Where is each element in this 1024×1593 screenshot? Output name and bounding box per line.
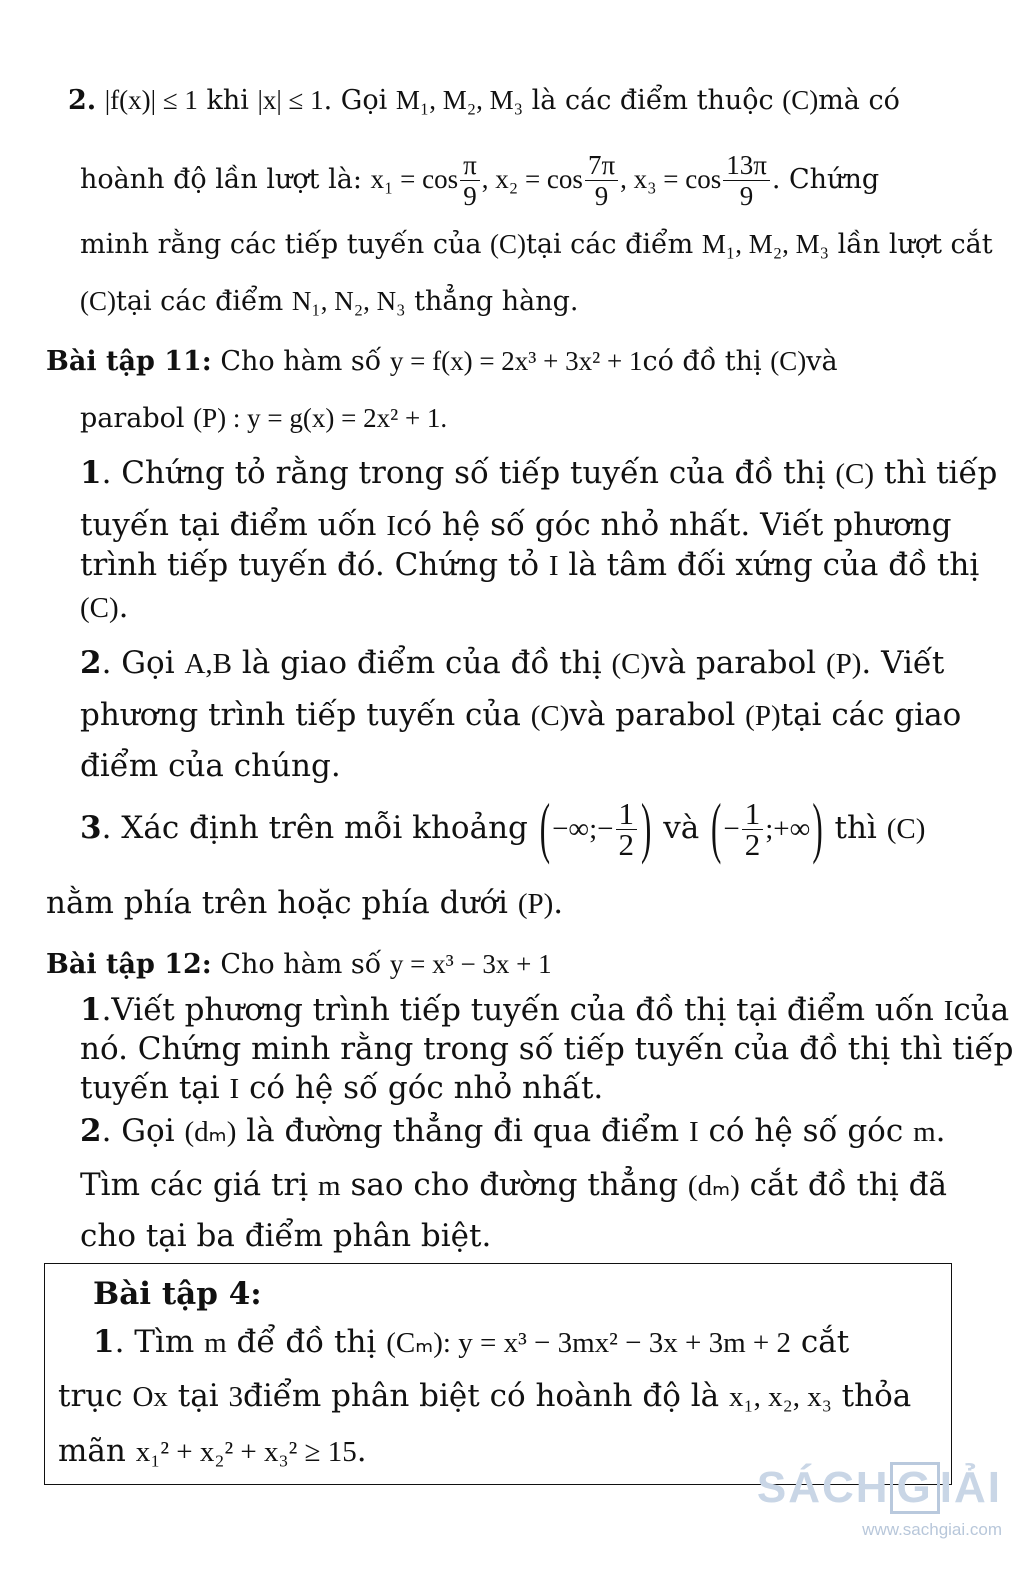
text-run: thẳng hàng. xyxy=(405,286,579,317)
math-expression: (C) xyxy=(490,229,527,259)
math-expression: (C) xyxy=(886,813,926,845)
text-run: cắt đồ thị đã xyxy=(739,1167,948,1203)
text-line xyxy=(80,1164,947,1207)
math-expression: (P) xyxy=(517,888,554,920)
math-expression: m xyxy=(318,1170,341,1202)
text-line xyxy=(68,82,900,119)
text-run: . Chứng xyxy=(771,164,880,195)
math-expression: (P) : y = g(x) = 2x² + 1. xyxy=(193,403,448,433)
fraction xyxy=(460,150,480,211)
math-expression: y = x³ − 3x + 1 xyxy=(389,949,552,979)
text-run: và xyxy=(806,346,838,377)
text-line xyxy=(80,1028,1013,1070)
item-number: 1 xyxy=(80,992,102,1028)
text-line xyxy=(80,452,997,495)
text-run: . xyxy=(935,1113,946,1149)
text-run: của xyxy=(953,992,1010,1028)
math-expression: (dₘ) xyxy=(687,1170,740,1202)
fraction xyxy=(616,796,638,862)
text-run: minh rằng các tiếp tuyến của xyxy=(80,229,491,260)
math-expression: m xyxy=(913,1116,936,1148)
fraction xyxy=(585,150,618,211)
math-expression: M₁, M₂, M₃ xyxy=(395,85,524,115)
math-expression: (C) xyxy=(835,458,875,490)
item-number: 2 xyxy=(80,1113,102,1149)
math-expression: x₁ = cos xyxy=(370,164,459,194)
text-line xyxy=(93,1321,849,1364)
text-run: .Viết phương trình tiếp tuyến của đồ thị tại điểm uốn xyxy=(101,992,944,1028)
numerator: 7π xyxy=(585,150,618,181)
text-line xyxy=(80,1110,945,1153)
text-run: sao cho đường thẳng xyxy=(340,1167,688,1203)
text-line xyxy=(80,504,951,547)
denominator: 9 xyxy=(739,181,754,211)
math-expression: (C) xyxy=(80,286,116,316)
text-run: tại các giao xyxy=(780,697,962,733)
watermark-logo xyxy=(757,1462,1002,1514)
text-run: là tâm đối xứng của đồ thị xyxy=(558,547,980,583)
text-run: . xyxy=(118,589,129,625)
math-expression: |x| ≤ 1 xyxy=(257,85,324,115)
text-line xyxy=(80,745,341,787)
math-expression: A,B xyxy=(184,648,233,680)
math-expression: (dₘ) xyxy=(184,1116,237,1148)
math-expression: , x₂ = cos xyxy=(481,164,583,194)
exercise-heading-line xyxy=(46,343,838,380)
watermark-logo-part: SÁCH xyxy=(756,1463,890,1512)
item-number: 2 xyxy=(80,645,102,681)
item-number: 1 xyxy=(80,455,102,491)
math-expression: (C) xyxy=(611,648,651,680)
math-expression: (C) xyxy=(782,85,819,115)
text-run: tại xyxy=(167,1378,229,1414)
text-run: điểm phân biệt có hoành độ là xyxy=(242,1378,729,1414)
text-run: Tìm các giá trị xyxy=(80,1167,319,1203)
text-run: . Tìm xyxy=(114,1324,205,1360)
text-run: điểm của chúng. xyxy=(80,748,341,784)
text-run: tuyến tại điểm uốn xyxy=(80,507,387,543)
text-line xyxy=(58,1375,911,1418)
math-expression: (C) xyxy=(80,592,119,624)
text-run: có hệ số góc nhỏ nhất. xyxy=(239,1070,604,1106)
text-run: . xyxy=(356,1433,367,1469)
text-run: phương trình tiếp tuyến của xyxy=(80,697,531,733)
math-expression: m xyxy=(204,1327,227,1359)
fraction xyxy=(723,150,770,211)
box-heading-line xyxy=(93,1273,262,1315)
math-expression: I xyxy=(548,550,559,582)
text-line xyxy=(80,788,926,866)
math-expression: I xyxy=(689,1116,699,1148)
text-line xyxy=(80,642,944,685)
math-expression: I xyxy=(943,995,954,1027)
text-line xyxy=(80,694,961,737)
right-paren: ) xyxy=(812,788,823,866)
text-run: là giao điểm của đồ thị xyxy=(232,645,612,681)
math-expression: y = f(x) = 2x³ + 3x² + 1 xyxy=(389,346,643,376)
numerator: 13π xyxy=(723,150,770,181)
item-number: 3 xyxy=(80,810,102,846)
text-run: và xyxy=(653,810,710,846)
text-run: Cho hàm số xyxy=(211,949,390,980)
text-run: parabol xyxy=(80,403,194,434)
math-expression: , x₃ = cos xyxy=(620,164,722,194)
text-run: tại các điểm xyxy=(526,229,702,260)
math-expression: 3 xyxy=(228,1381,243,1413)
text-run: . Xác định trên mỗi khoảng xyxy=(101,810,538,846)
text-line xyxy=(46,882,563,925)
text-run: có đồ thị xyxy=(642,346,771,377)
text-run: thỏa xyxy=(831,1378,912,1414)
text-run: và parabol xyxy=(569,697,746,733)
math-expression: (Cₘ): y = x³ − 3mx² − 3x + 3m + 2 xyxy=(386,1327,791,1359)
numerator: 1 xyxy=(742,799,764,830)
watermark xyxy=(757,1462,1002,1540)
text-line xyxy=(80,1067,603,1110)
math-expression: ;+∞ xyxy=(765,813,811,845)
left-paren: ( xyxy=(539,788,551,866)
text-run: là các điểm thuộc xyxy=(523,85,783,116)
text-run: . Gọi xyxy=(323,85,396,116)
text-run: . Gọi xyxy=(101,1113,185,1149)
math-expression: x₁, x₂, x₃ xyxy=(728,1381,832,1413)
math-expression: −∞;− xyxy=(552,813,614,845)
fraction xyxy=(742,796,764,862)
text-run: mãn xyxy=(58,1433,136,1469)
math-expression: (C) xyxy=(770,346,807,376)
text-line xyxy=(80,1215,491,1257)
denominator: 9 xyxy=(463,181,477,211)
watermark-logo-part: IẢI xyxy=(939,1463,1002,1512)
text-run: trình tiếp tuyến đó. Chứng tỏ xyxy=(80,547,549,583)
numerator: π xyxy=(460,150,480,181)
text-line xyxy=(58,1430,367,1473)
text-run: Cho hàm số xyxy=(211,346,390,377)
math-expression: I xyxy=(229,1073,240,1105)
math-expression: − xyxy=(723,813,740,845)
math-expression: N₁, N₂, N₃ xyxy=(291,286,406,316)
watermark-logo-part: G xyxy=(890,1462,940,1514)
text-run: tại các điểm xyxy=(116,286,292,317)
text-run: là đường thẳng đi qua điểm xyxy=(236,1113,690,1149)
text-run: và parabol xyxy=(650,645,826,681)
left-paren: ( xyxy=(711,788,722,866)
math-expression: (C) xyxy=(530,700,570,732)
math-expression: Ox xyxy=(132,1381,168,1413)
exercise-heading: Bài tập 11: xyxy=(46,346,212,377)
text-run: tuyến tại xyxy=(80,1070,230,1106)
text-run: . xyxy=(553,885,564,921)
text-run: lần lượt cắt xyxy=(829,229,993,260)
text-run: khi xyxy=(197,85,258,116)
text-line xyxy=(80,989,1009,1032)
text-run: . Viết xyxy=(861,645,945,681)
text-line xyxy=(80,400,447,437)
exercise-heading: Bài tập 12: xyxy=(46,949,212,980)
item-number: 2. xyxy=(68,85,97,116)
text-run: cắt xyxy=(791,1324,850,1360)
text-run: có hệ số góc xyxy=(698,1113,914,1149)
text-line xyxy=(80,283,578,320)
item-number: 1 xyxy=(93,1324,115,1360)
denominator: 2 xyxy=(744,827,761,862)
math-expression: I xyxy=(386,510,397,542)
math-expression: |f(x)| ≤ 1 xyxy=(104,85,198,115)
text-run: thì tiếp xyxy=(874,455,998,491)
text-run: nó. Chứng minh rằng trong số tiếp tuyến của đồ thị thì tiếp xyxy=(80,1031,1014,1067)
right-paren: ) xyxy=(641,788,652,866)
denominator: 2 xyxy=(618,827,635,862)
math-expression: (P) xyxy=(825,648,862,680)
numerator: 1 xyxy=(616,799,638,830)
text-run: cho tại ba điểm phân biệt. xyxy=(80,1218,492,1254)
text-line xyxy=(80,226,993,263)
text-line xyxy=(80,586,129,629)
text-line xyxy=(80,150,879,211)
text-run: thì xyxy=(824,810,887,846)
text-run: mà có xyxy=(818,85,900,116)
box-heading: Bài tập 4: xyxy=(93,1276,262,1312)
exercise-heading-line xyxy=(46,946,552,983)
text-run: hoành độ lần lượt là: xyxy=(80,164,371,195)
text-run: để đồ thị xyxy=(226,1324,387,1360)
text-run: . Chứng tỏ rằng trong số tiếp tuyến của đồ thị xyxy=(101,455,836,491)
math-expression: (P) xyxy=(745,700,781,732)
watermark-url: www.sachgiai.com xyxy=(862,1520,1002,1539)
text-run: có hệ số góc nhỏ nhất. Viết phương xyxy=(396,507,952,543)
denominator: 9 xyxy=(594,181,609,211)
math-expression: M₁, M₂, M₃ xyxy=(701,229,830,259)
text-run: nằm phía trên hoặc phía dưới xyxy=(46,885,518,921)
math-expression: x₁² + x₂² + x₃² ≥ 15 xyxy=(135,1436,357,1468)
text-line xyxy=(80,544,979,587)
text-run: trục xyxy=(58,1378,133,1414)
text-run: . Gọi xyxy=(101,645,185,681)
